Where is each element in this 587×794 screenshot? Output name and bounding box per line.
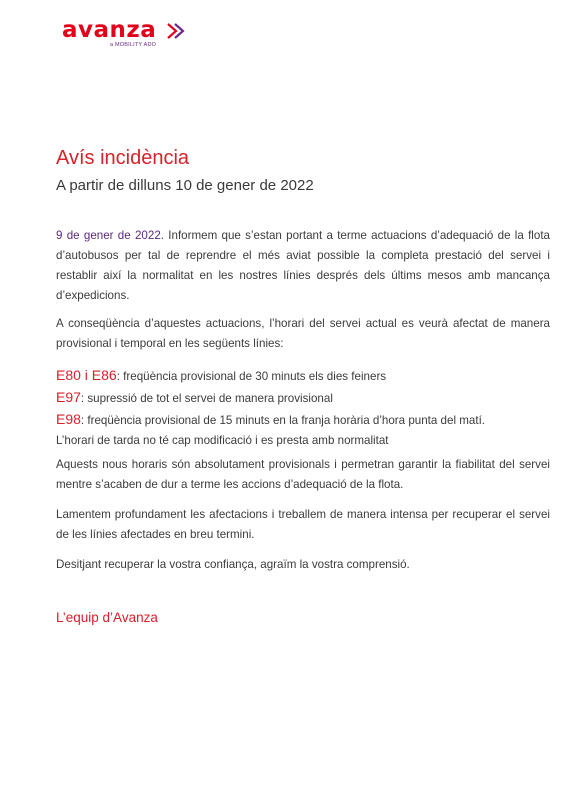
logo-wordmark: avanza [62, 17, 157, 43]
provisional-paragraph: Aquests nous horaris són absolutament provisionals i permetran garantir la fiabilitat del servei mentre s’acaben de dur a terme les accions d’adequació de la flota. [56, 458, 550, 491]
chevron-arrows-icon [166, 22, 188, 40]
line-code: E97 [56, 389, 81, 405]
line-item-e80-e86 [56, 365, 550, 387]
intro-text: Informem que s’estan portant a terme actuacions d’adequació de la flota d’autobusos per tal de reprendre el més aviat possible la completa prestació del servei i restablir així la normalitat en les nostres línies després dels últims mesos amb mancança d’expedicions. [56, 229, 550, 302]
afternoon-note: L’horari de tarda no té cap modificació i es presta amb normalitat [56, 434, 389, 447]
line-code: E80 i E86 [56, 367, 117, 383]
signature: L’equip d’Avanza [56, 610, 158, 625]
avanza-logo [62, 17, 202, 49]
intro-paragraph [56, 226, 550, 306]
logo-tagline: a MOBILITY ADO [110, 42, 157, 48]
line-code: E98 [56, 411, 81, 427]
line-description: : freqüència provisional de 30 minuts els dies feiners [116, 370, 387, 383]
line-description: : supressió de tot el servei de manera provisional [80, 392, 333, 405]
apology-paragraph: Lamentem profundament les afectacions i treballem de manera intensa per recuperar el servei de les línies afectades en breu termini. [56, 508, 550, 541]
line-description: : freqüència provisional de 15 minuts en la franja horària d’hora punta del matí. [80, 414, 486, 427]
notice-subtitle: A partir de dilluns 10 de gener de 2022 [56, 177, 314, 194]
affected-lines-list [56, 365, 550, 451]
notice-title: Avís incidència [56, 147, 190, 169]
closing-paragraph: Desitjant recuperar la vostra confiança, agraïm la vostra comprensió. [56, 558, 410, 571]
intro-date: 9 de gener de 2022. [56, 229, 164, 242]
consequence-paragraph: A conseqüència d’aquestes actuacions, l’horari del servei actual es veurà afectat de manera provisional i temporal en les següents línies: [56, 317, 550, 350]
line-item-e98 [56, 409, 550, 431]
line-item-e97 [56, 387, 550, 409]
